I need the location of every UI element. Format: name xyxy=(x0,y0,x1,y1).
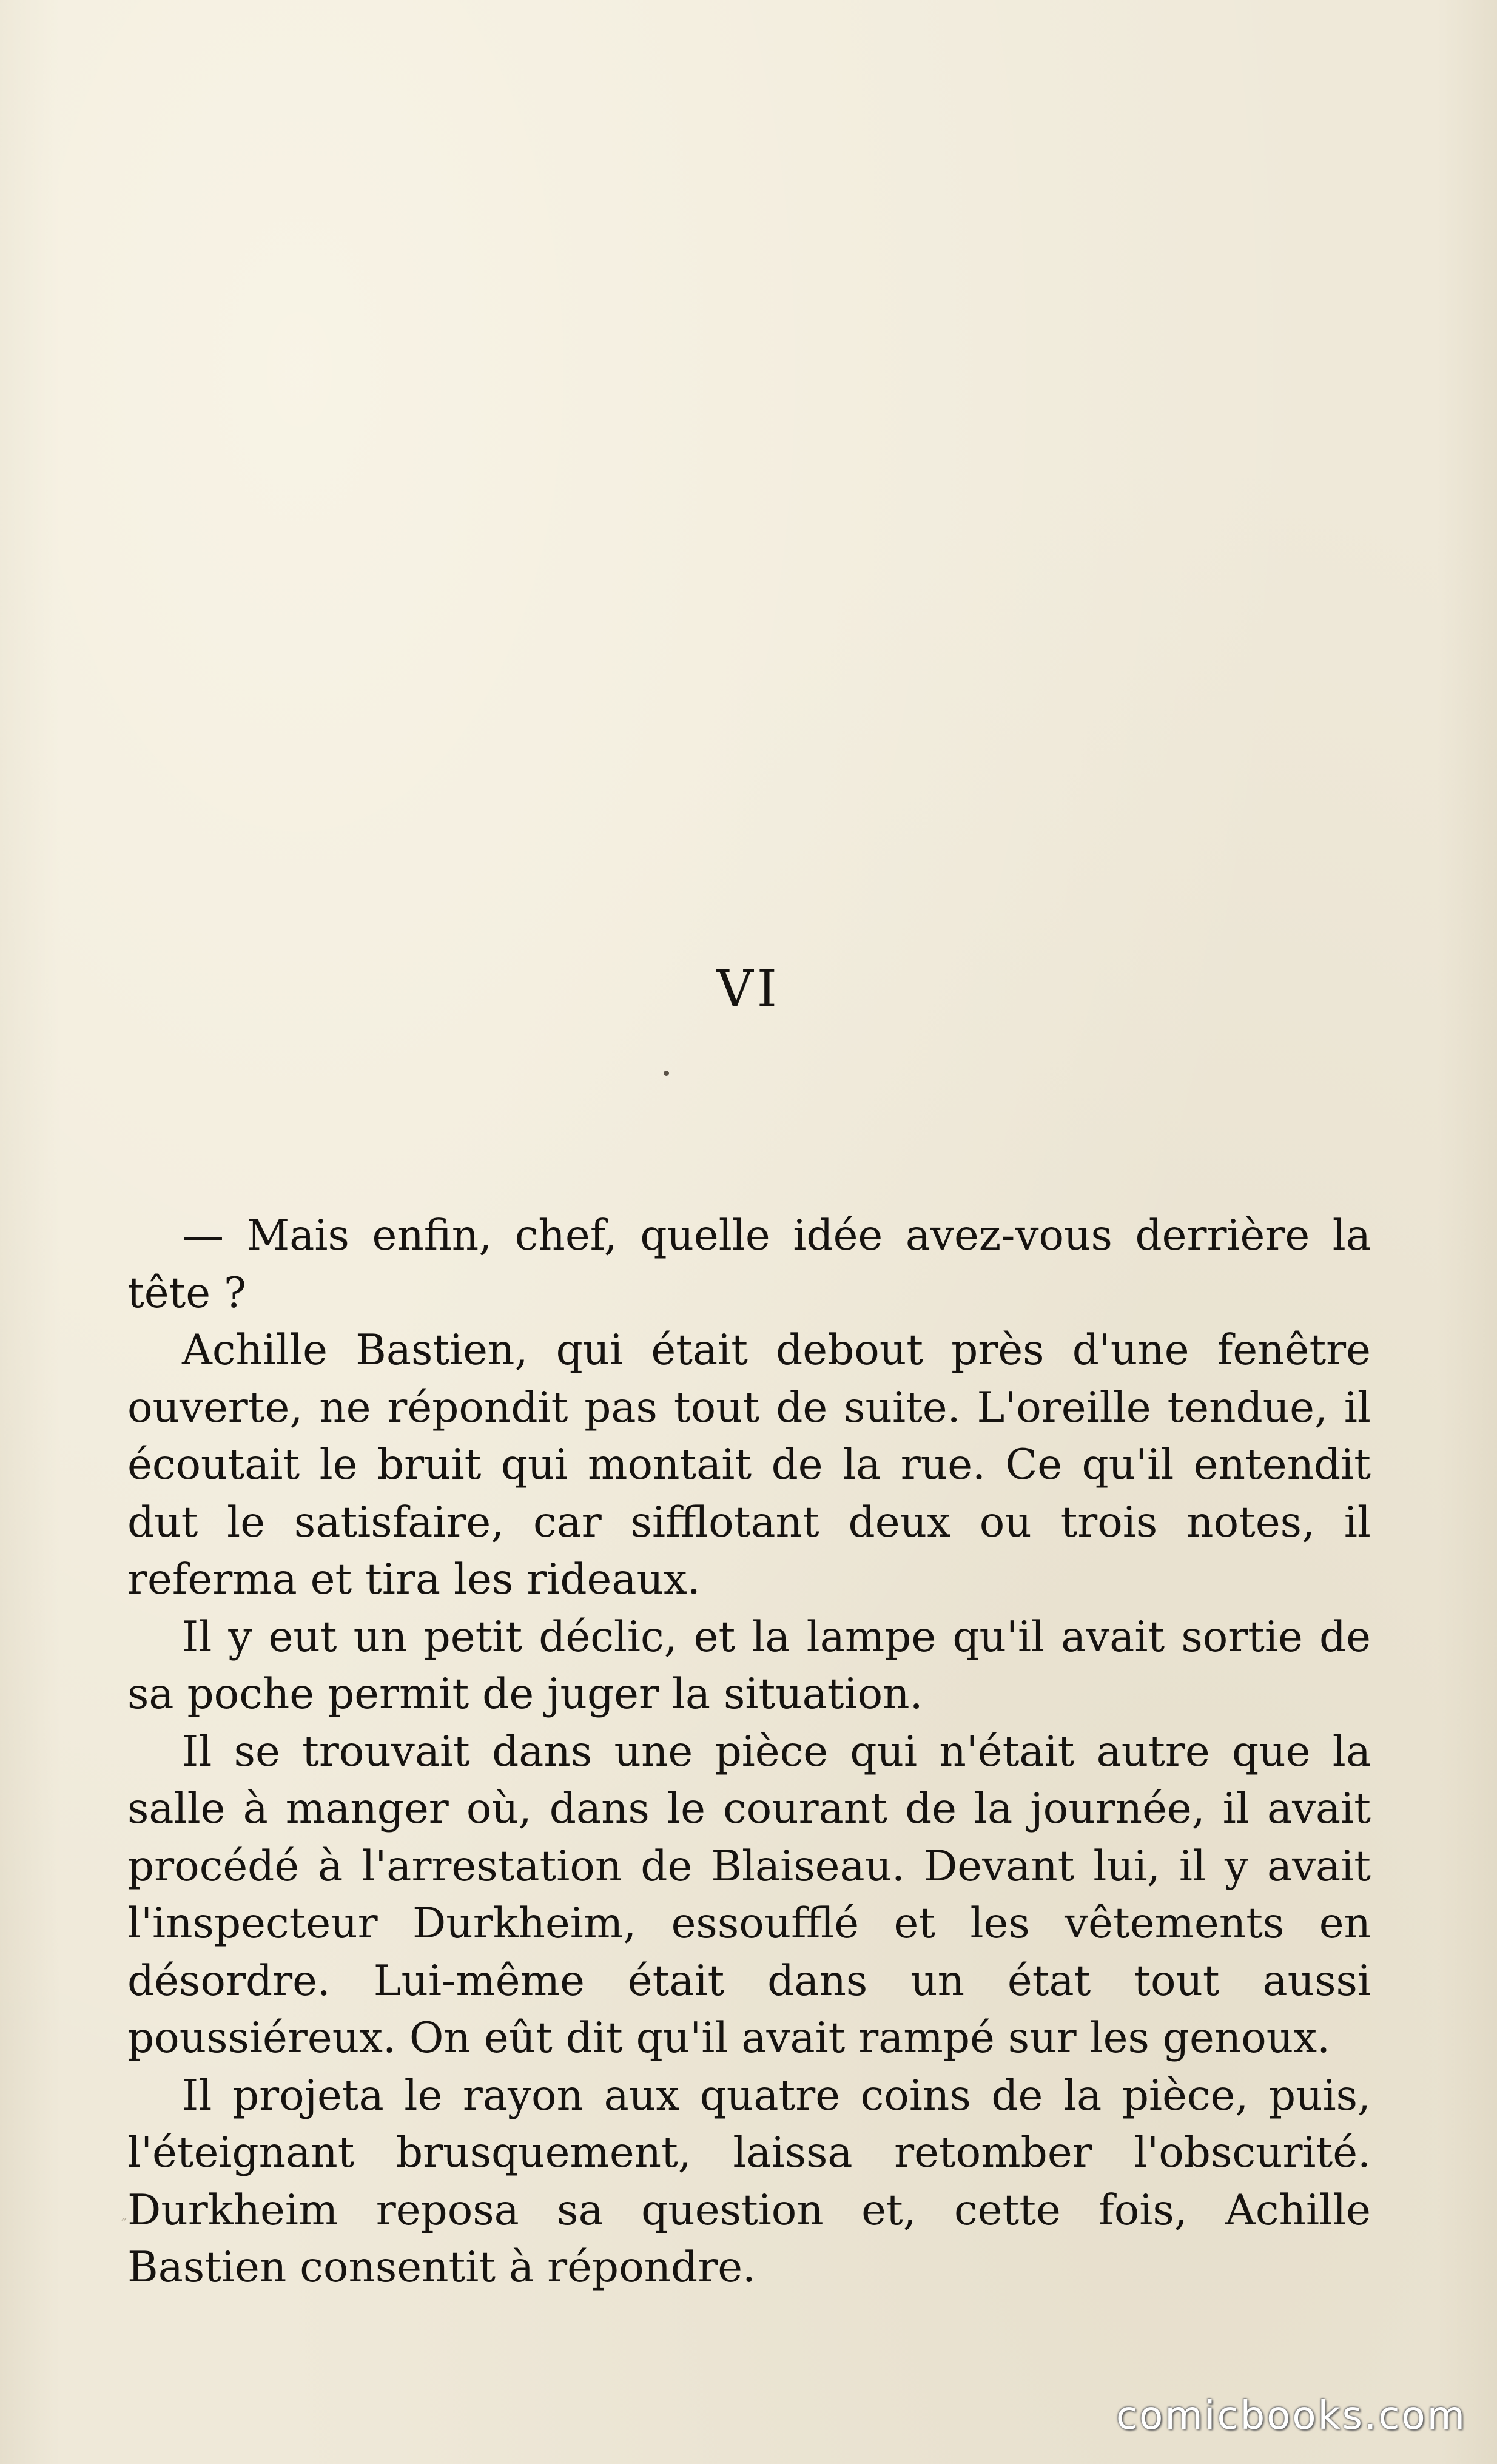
body-text xyxy=(127,1207,1371,2297)
paragraph-1: — Mais enfin, chef, quelle idée avez-vous derrière la tête ? xyxy=(127,1211,1371,1318)
watermark: comicbooks.com xyxy=(1115,2394,1467,2439)
ornament-dot xyxy=(664,1071,669,1076)
paragraph-2: Achille Bastien, qui était debout près d'une fenêtre ouverte, ne répondit pas tout de suite. L'oreille tendue, il écoutait le bruit qui montait de la rue. Ce qu'il entendit dut le satisfaire, car sifflotant deux ou trois notes, il referma et tira les rideaux. xyxy=(127,1326,1371,1604)
paragraph-4: Il se trouvait dans une pièce qui n'était autre que la salle à manger où, dans le courant de la journée, il avait procédé à l'arrestation de Blaiseau. Devant lui, il y avait l'inspecteur Durkheim, essoufflé et les vêtements en désordre. Lui-même était dans un état tout aussi poussiéreux. On eût dit qu'il avait rampé sur les genoux. xyxy=(127,1727,1371,2062)
paragraph-5: Il projeta le rayon aux quatre coins de la pièce, puis, l'éteignant brusquement, laissa retomber l'obscurité. Durkheim reposa sa question et, cette fois, Achille Bastien consentit à répondre. xyxy=(127,2071,1371,2292)
paragraph-3: Il y eut un petit déclic, et la lampe qu'il avait sortie de sa poche permit de juger la situation. xyxy=(127,1612,1371,1718)
margin-smudge: ″ xyxy=(121,2215,127,2233)
chapter-number: VI xyxy=(716,959,781,1018)
